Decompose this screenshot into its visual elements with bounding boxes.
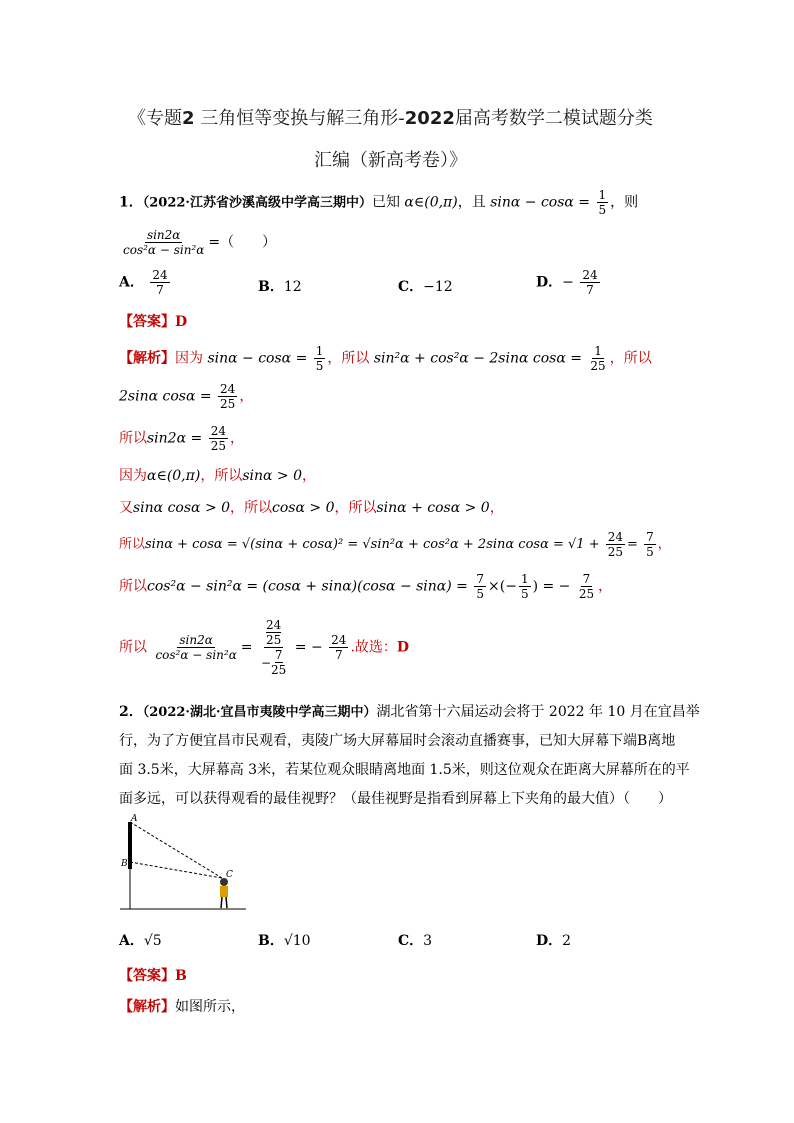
viewer-body [220, 886, 228, 897]
page-title-line2: 汇编（新高考卷）》 [314, 150, 467, 171]
fig-label-b: B [121, 859, 128, 869]
q1-analysis-line3: 所以sin2α = $\frac{24}{25}$ ， [119, 424, 244, 453]
q2-stem-line3: 面 3.5米，大屏幕高 3米，若某位观众眼睛离地面 1.5米，则这位观众在距离大屏幕所在的平 [119, 762, 690, 778]
q1-answer: 【答案】D [119, 314, 188, 330]
q1-option-d: D．− $\frac{24}{7}$ [536, 268, 598, 297]
q2-answer: 【答案】B [119, 968, 187, 984]
q2-stem-line2: 行，为了方便宜昌市民观看，夷陵广场大屏幕届时会滚动直播赛事，已知大屏幕下端B离地 [119, 733, 676, 749]
q1-stem: 1．（2022·江苏省沙溪高级中学高三期中）已知 α∈(0,π)，且 sinα − cosα = $\frac{1}{5}$ ，则 [119, 188, 639, 217]
q1-analysis-line2: 2sinα cosα = $\frac{24}{25}$ ， [119, 382, 254, 411]
q1-analysis-line4: 因为α∈(0,π)，所以sinα > 0， [119, 468, 316, 484]
q2-option-a: A．√5 [119, 933, 162, 949]
q2-option-c: C．3 [398, 933, 433, 949]
q1-option-a: A． $\frac{24}{7}$ [119, 268, 168, 297]
fig-label-a: A [131, 814, 138, 824]
q2-stem-line1: 2．（2022·湖北·宜昌市夷陵中学高三期中）湖北省第十六届运动会将于 2022 年 10 月在宜昌举 [119, 704, 700, 720]
q2-analysis: 【解析】如图所示， [119, 999, 245, 1015]
q1-analysis-line8: 所以 $\frac{\sin 2\alpha}{\text{cos²α − sin²α}}$ = 24 25 − $\frac{7}{25}$ = − $\frac{24}{7}$ .故选：D [119, 618, 410, 677]
q1-analysis-line1: 【解析】因为 sinα − cosα = $\frac{1}{5}$ ，所以 sin²α + cos²α − 2sinα cosα = $\frac{1}{25}$ ，所以 [119, 344, 652, 373]
fig-label-c: C [226, 870, 233, 880]
q1-analysis-line7: 所以cos²α − sin²α = (cosα + sinα)(cosα − sinα) = $\frac{7}{5}$ ×(− $\frac{1}{5}$ ) = − $\frac{7}{25}$ ， [119, 572, 613, 601]
q1-analysis-line5: 又sinα cosα > 0，所以cosα > 0，所以sinα + cosα > 0， [119, 500, 504, 516]
q2-option-d: D．2 [536, 933, 572, 949]
page-title-line1: 《专题2 三角恒等变换与解三角形-2022届高考数学二模试题分类 [128, 108, 653, 129]
viewer-leg-right [226, 897, 227, 908]
q2-stem-line4: 面多远，可以获得观看的最佳视野？（最佳视野是指看到屏幕上下夹角的最大值）（ ） [119, 791, 672, 807]
viewer-leg-left [221, 897, 222, 908]
q1-option-c: C．−12 [398, 279, 453, 295]
q1-analysis-line6: 所以sinα + cosα = √(sinα + cosα)² = √sin²α + cos²α + 2sinα cosα = √1 + $\frac{24}{25}$ = $\frac{7}{5}$ ， [119, 530, 671, 559]
q2-option-b: B．√10 [258, 933, 311, 949]
q2-figure [118, 812, 248, 918]
q1-option-b: B．12 [258, 279, 302, 295]
q1-expression: $\frac{\sin 2\alpha}{\text{cos²α − sin²α}}$ =（ ） [123, 228, 277, 257]
